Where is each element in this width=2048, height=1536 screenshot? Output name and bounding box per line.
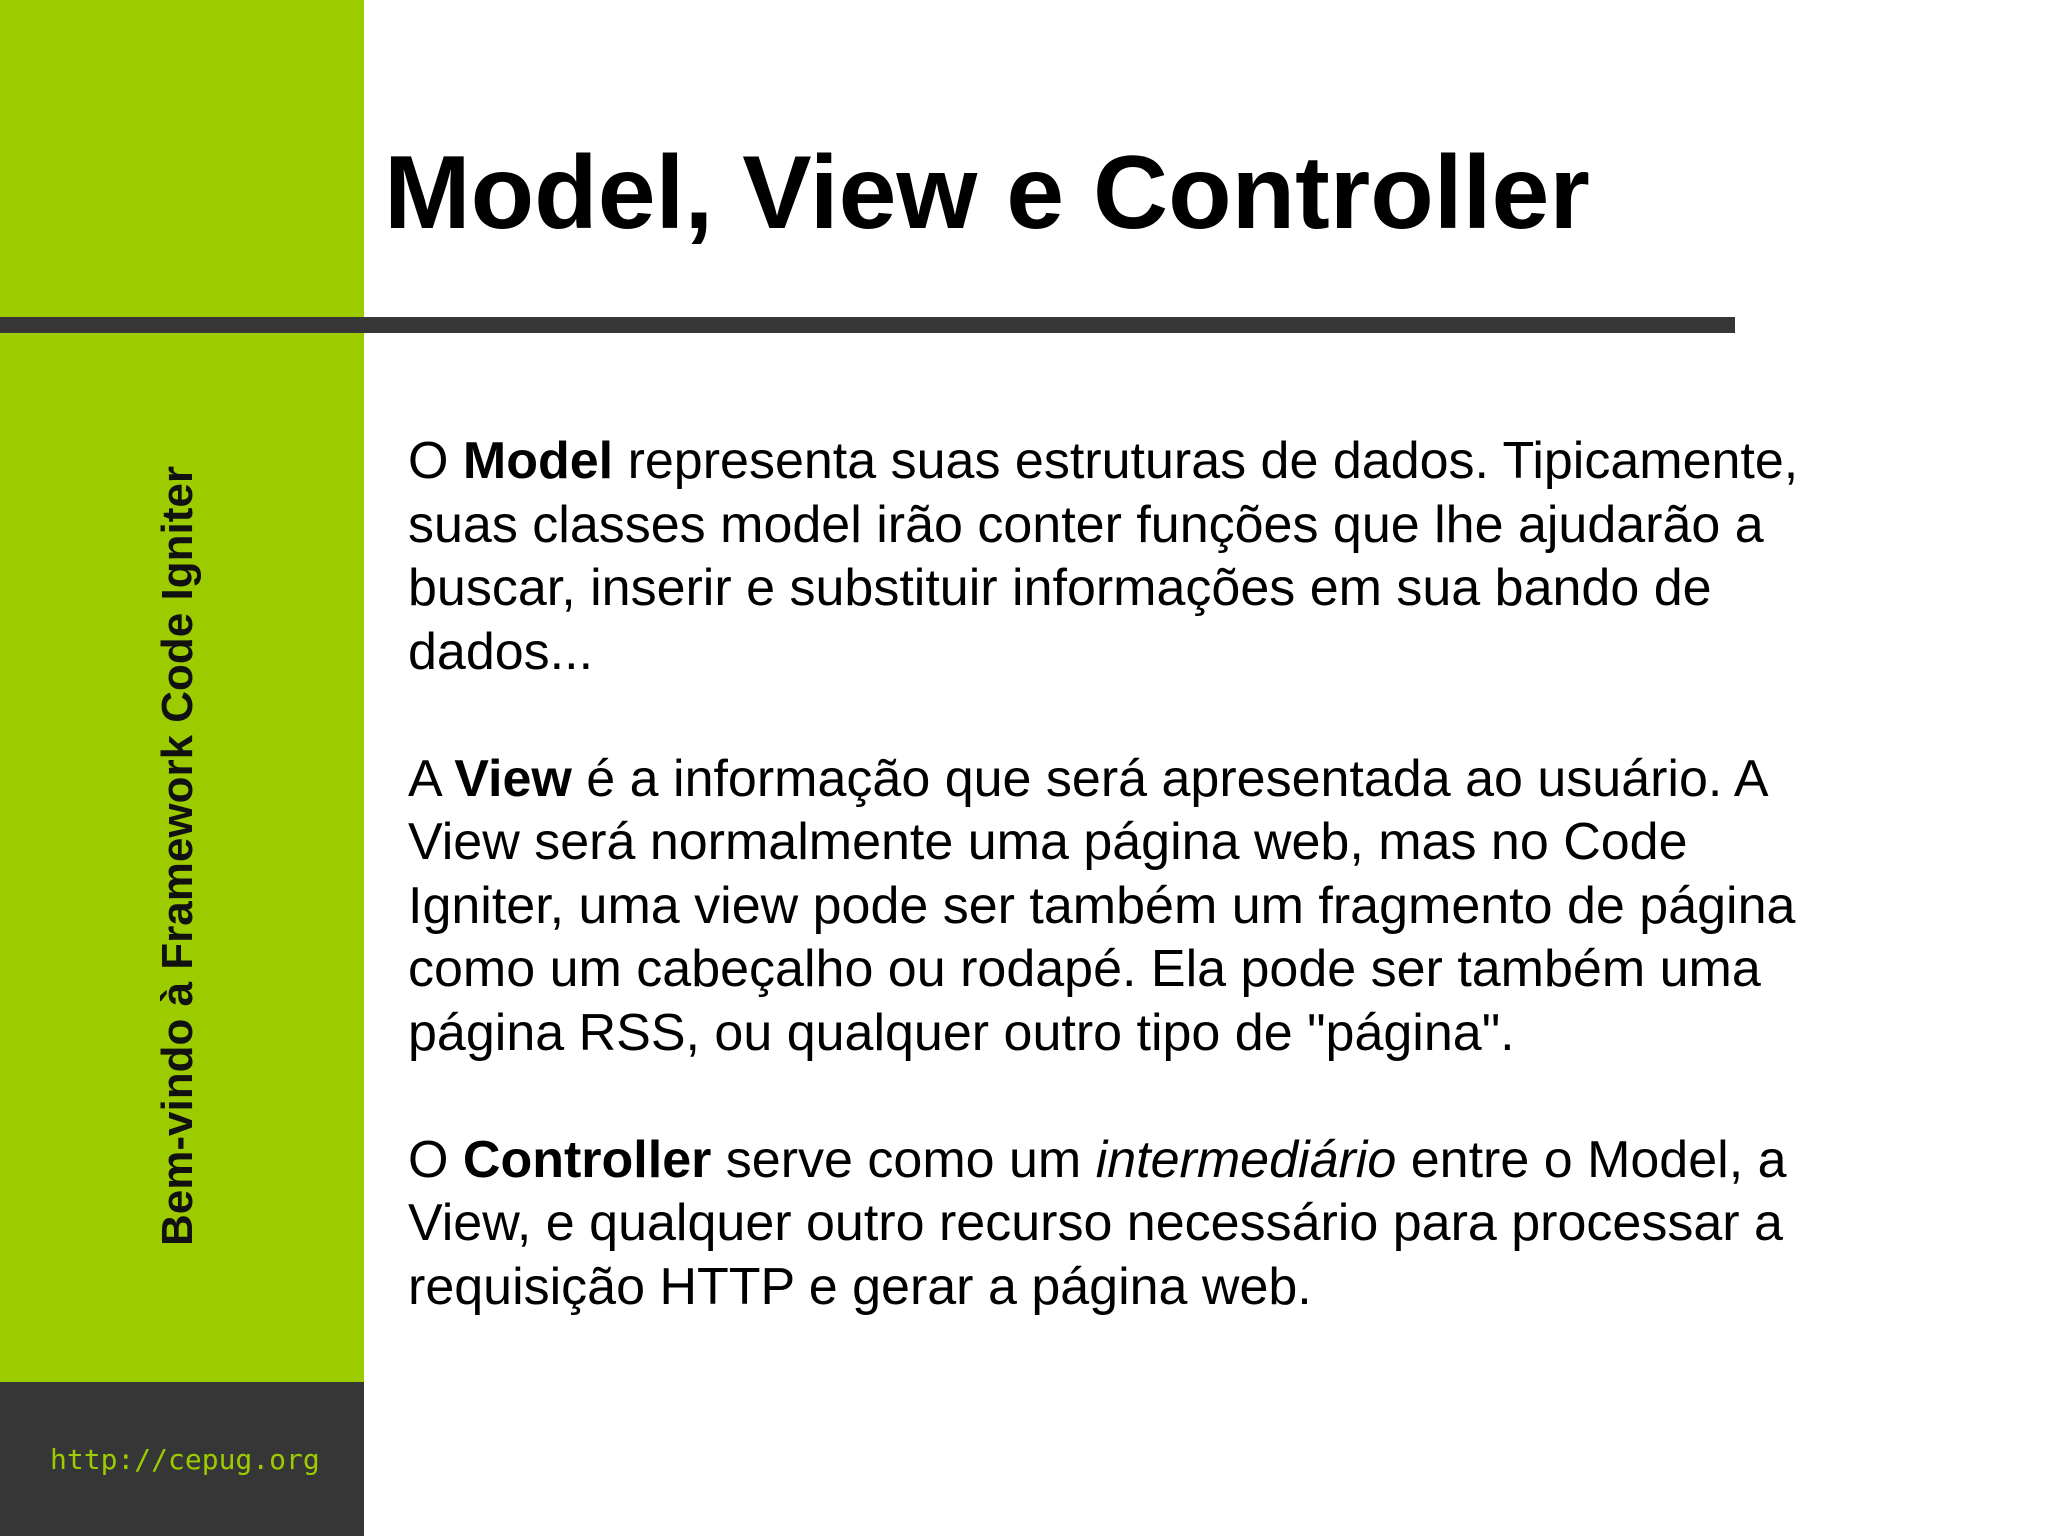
sidebar bbox=[0, 0, 364, 1382]
paragraph-controller bbox=[408, 1129, 2008, 1320]
text-run: serve como um bbox=[711, 1130, 1096, 1189]
controller-line-1 bbox=[408, 1129, 2008, 1193]
model-line-2: suas classes model irão conter funções que lhe ajudarão a bbox=[408, 495, 1764, 554]
view-line-2: View será normalmente uma página web, mas no Code bbox=[408, 813, 1688, 871]
paragraph-model bbox=[408, 430, 2008, 684]
paragraph-view bbox=[408, 748, 2008, 1066]
term-controller: Controller bbox=[462, 1130, 712, 1189]
text-run: A bbox=[408, 749, 455, 808]
controller-line-2: View, e qualquer outro recurso necessário para processar a bbox=[408, 1194, 1783, 1252]
term-model: Model bbox=[462, 432, 614, 490]
term-intermediario: intermediário bbox=[1095, 1130, 1397, 1189]
model-line-4: dados... bbox=[408, 622, 594, 681]
view-line-5: página RSS, ou qualquer outro tipo de "página". bbox=[408, 1003, 1515, 1062]
text-run: O bbox=[408, 432, 463, 490]
text-run: é a informação que será apresentada ao usuário. A bbox=[571, 749, 1769, 808]
title-divider bbox=[0, 317, 1735, 333]
model-line-3: buscar, inserir e substituir informações em sua bando de bbox=[408, 559, 1712, 617]
model-line-1 bbox=[408, 430, 2008, 494]
view-line-3: Igniter, uma view pode ser também um fragmento de página bbox=[408, 876, 1796, 935]
text-run: entre o Model, a bbox=[1396, 1130, 1787, 1189]
text-run: representa suas estruturas de dados. Tipicamente, bbox=[613, 432, 1799, 490]
slide-content bbox=[408, 430, 2008, 1383]
term-view: View bbox=[454, 749, 572, 808]
view-line-1 bbox=[408, 748, 2008, 812]
page-title: Model, View e Controller bbox=[384, 135, 1590, 251]
footer-url: http://cepug.org bbox=[50, 1443, 320, 1476]
sidebar-title: Bem-vindo à Framework Code Igniter bbox=[153, 466, 202, 1246]
text-run: O bbox=[408, 1130, 463, 1189]
view-line-4: como um cabeçalho ou rodapé. Ela pode ser também uma bbox=[408, 940, 1761, 998]
controller-line-3: requisição HTTP e gerar a página web. bbox=[408, 1257, 1312, 1316]
